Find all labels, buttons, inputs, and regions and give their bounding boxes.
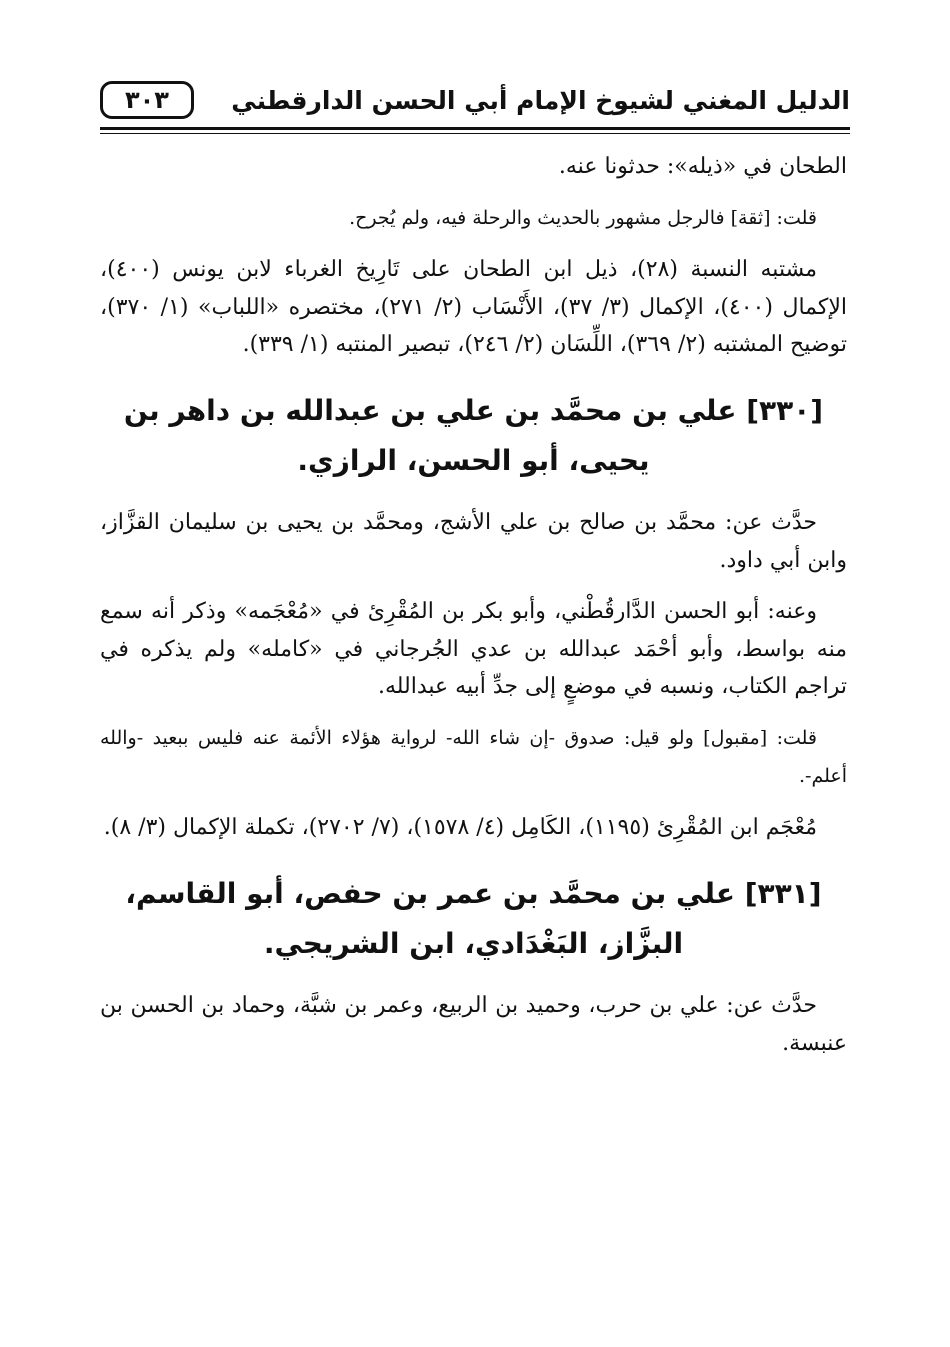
paragraph-teachers-331: حدَّث عن: علي بن حرب، وحميد بن الربيع، وعمر بن شبَّة، وحماد بن الحسن بن عنبسة. xyxy=(100,993,847,1056)
paragraph-source-note: الطحان في «ذيله»: حدثونا عنه. xyxy=(558,154,847,179)
paragraph-teachers: حدَّث عن: محمَّد بن صالح بن علي الأشج، ومحمَّد بن يحيى بن سليمان القزَّاز، وابن أبي داود. xyxy=(100,510,847,573)
header-rule xyxy=(100,127,850,134)
page-number xyxy=(100,81,194,119)
page-number-text: ٣٠٣ xyxy=(125,86,169,114)
paragraph-verdict-330: قلت: [مقبول] ولو قيل: صدوق -إن شاء الله- لرواية هؤلاء الأئمة عنه فليس ببعيد -والله أعلم-. xyxy=(100,727,847,788)
running-title: الدليل المغني لشيوخ الإمام أبي الحسن الدارقطني xyxy=(231,85,850,115)
paragraph-references: مشتبه النسبة (٢٨)، ذيل ابن الطحان على تَارِيخ الغرباء لابن يونس (٤٠٠)، الإكمال (٤٠٠)، الإكمال (٣/ ٣٧)، الأَنْسَاب (٢/ ٢٧١)، مختصره «اللباب» (١/ ٣٧٠)، توضيح المشتبه (٢/ ٣٦٩)، اللِّسَان (٢/ ٢٤٦)، تبصير المنتبه (١/ ٣٣٩). xyxy=(100,257,848,358)
entry-heading-330: [٣٣٠] علي بن محمَّد بن علي بن عبدالله بن داهر بن يحيى، أبو الحسن، الرازي. xyxy=(123,393,824,477)
paragraph-students: وعنه: أبو الحسن الدَّارقُطْني، وأبو بكر بن المُقْرِئ في «مُعْجَمه» وذكر أنه سمع منه بواسط، وأبو أحْمَد عبدالله بن عدي الجُرجاني في «كامله» ولم يذكره في تراجم الكتاب، ونسبه في موضعٍ إلى جدِّ أبيه عبدالله. xyxy=(100,599,847,699)
entry-heading-331: [٣٣١] علي بن محمَّد بن عمر بن حفص، أبو القاسم، البزَّاز، البَغْدَادي، ابن الشريجي. xyxy=(125,876,822,961)
page-body xyxy=(100,148,847,1076)
paragraph-references-330: مُعْجَم ابن المُقْرِئ (١١٩٥)، الكَامِل (٤/ ١٥٧٨)، (٧/ ٢٧٠٢)، تكملة الإكمال (٣/ ٨). xyxy=(103,815,817,841)
paragraph-verdict: قلت: [ثقة] فالرجل مشهور بالحديث والرحلة فيه، ولم يُجرح. xyxy=(349,207,817,230)
page-header xyxy=(100,72,850,128)
